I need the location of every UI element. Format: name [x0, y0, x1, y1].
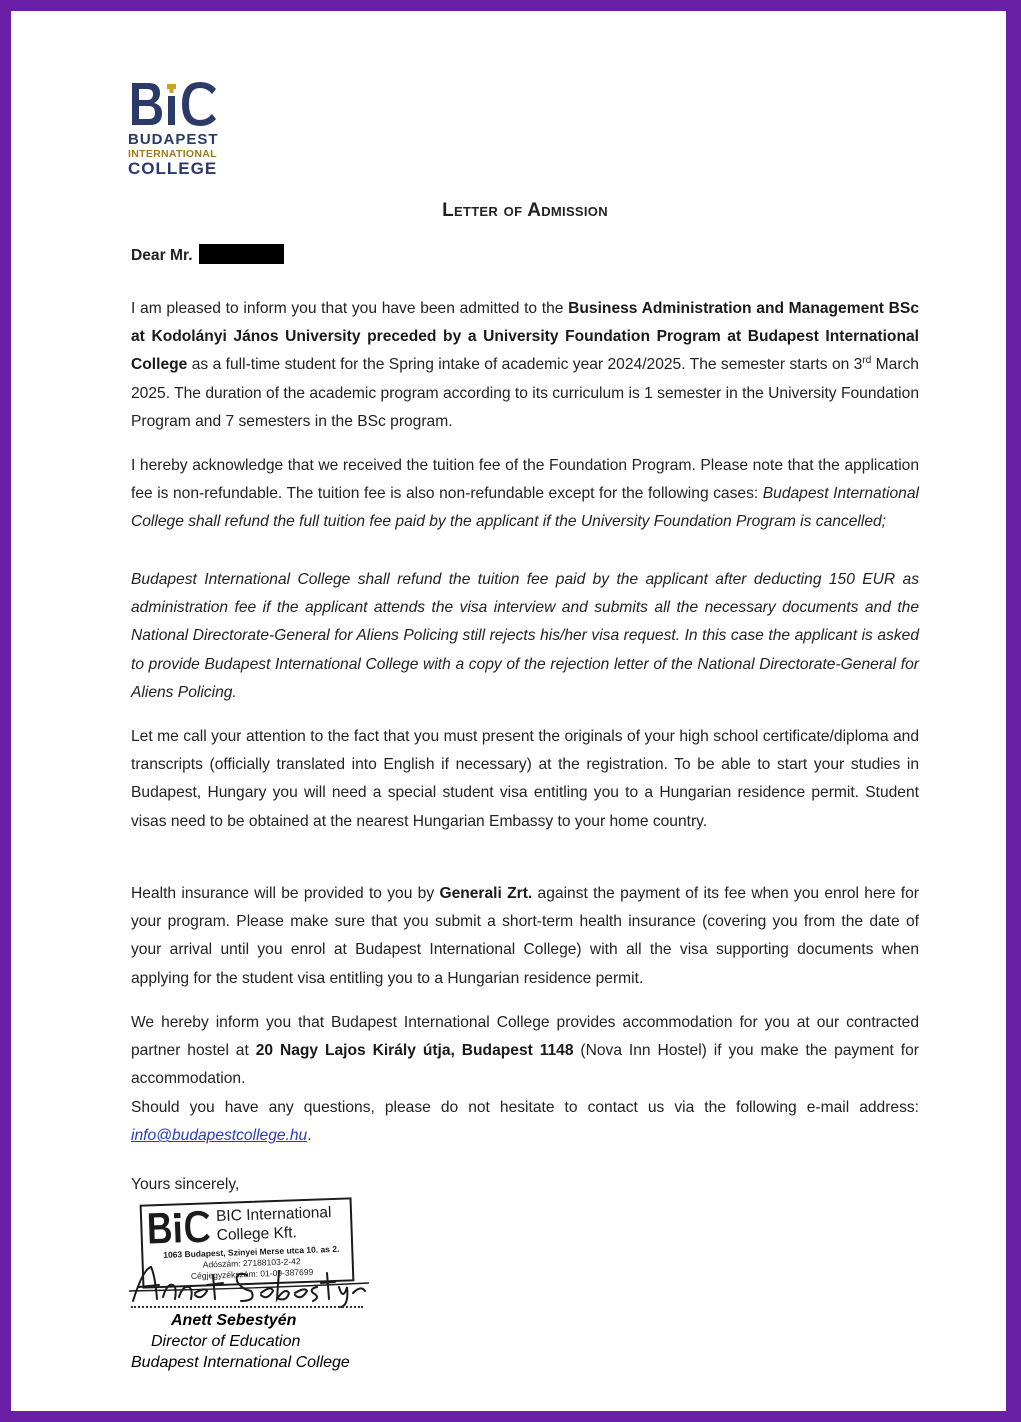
paragraph-contact	[131, 1094, 919, 1150]
letter-title: Letter of Admission	[442, 200, 608, 221]
p5-insurer: Generali Zrt.	[439, 885, 533, 902]
logo-line-budapest: BUDAPEST	[128, 131, 219, 148]
signatory-name: Anett Sebestyén	[171, 1312, 297, 1329]
p4-text: Let me call your attention to the fact that you must present the originals of your high school certificate/diploma and transcripts (officially translated into English if necessary) at the registration. To be able to start your studies in Budapest, Hungary you will need a special student visa entitling you to a Hungarian residence permit. Student visas need to be obtained at the nearest Hungarian Embassy to your home country.	[131, 728, 919, 830]
stamp-registration-number: Cégjegyzékszám: 01-09-387699	[190, 1266, 314, 1281]
p1-text-1: I am pleased to inform you that you have been admitted to the	[131, 300, 569, 317]
salutation-text: Dear Mr.	[131, 247, 193, 264]
p6-text-2: (Nova Inn Hostel) if you make the payment for accommodation.	[131, 1042, 919, 1088]
paragraph-refund-case-2	[131, 566, 919, 707]
closing: Yours sincerely,	[131, 1176, 240, 1193]
signatory-organization: Budapest International College	[131, 1354, 350, 1371]
stamp-company-name: BIC International College Kft.	[215, 1204, 332, 1245]
p3-text: Budapest International College shall refund the tuition fee paid by the applicant after deducting 150 EUR as administration fee if the applicant attends the visa interview and submits all the necessary documents and the National Directorate-General for Aliens Policing still rejects his/her visa request. In this case the applicant is asked to provide Budapest International College with a copy of the rejection letter of the National Directorate-General for Aliens Policing.	[131, 571, 919, 701]
logo-line-college: COLLEGE	[128, 159, 218, 178]
p6-text-1: We hereby inform you that Budapest International College provides accommodation for you at our contracted partner hostel at	[131, 1014, 919, 1060]
handwritten-signature	[129, 1261, 369, 1309]
paragraph-insurance	[131, 880, 919, 993]
paragraph-documents	[131, 723, 919, 836]
p5-text-2: against the payment of its fee when you enrol here for your program. Please make sure that you submit a short-term health insurance (covering you from the date of your arrival until you enrol at Budapest International College) with all the visa supporting documents when applying for the student visa entitling you to a Hungarian residence permit.	[131, 885, 919, 987]
p2-refund-case-1: Budapest International College shall refund the full tuition fee paid by the applicant if the University Foundation Program is cancelled;	[131, 485, 919, 531]
p6-address: 20 Nagy Lajos Király útja, Budapest 1148	[255, 1042, 574, 1060]
paragraph-tuition	[131, 452, 919, 537]
p1-program-name: Business Administration and Management BSc at Kodolányi János University preceded by a University Foundation Program at Budapest International College	[131, 300, 920, 374]
stamp-tax-number: Adószám: 27188103-2-42	[202, 1256, 301, 1270]
letter-sheet	[11, 11, 1006, 1411]
paragraph-accommodation	[131, 1009, 919, 1094]
p7-text-2: .	[307, 1127, 312, 1145]
signature-line	[131, 1306, 363, 1308]
logo-line-international: INTERNATIONAL	[128, 148, 217, 160]
salutation	[131, 243, 284, 269]
college-logo	[128, 79, 238, 177]
p1-text-3: March 2025. The duration of the academic program according to its curriculum is 1 semester in the University Foundation Program and 7 semesters in the BSc program.	[131, 356, 919, 430]
redacted-name	[199, 244, 284, 264]
p2-text-1: I hereby acknowledge that we received the tuition fee of the Foundation Program. Please note that the application fee is non-refundable. The tuition fee is also non-refundable except for the following cases:	[131, 457, 919, 503]
stamp-address: 1063 Budapest, Szinyei Merse utca 10. as 2.	[163, 1243, 340, 1260]
signatory-role: Director of Education	[151, 1333, 301, 1350]
p1-text-2: as a full-time student for the Spring intake of academic year 2024/2025. The semester starts on 3	[187, 356, 863, 374]
email-link[interactable]: info@budapestcollege.hu	[131, 1127, 308, 1145]
p5-text-1: Health insurance will be provided to you by	[131, 885, 440, 902]
stamp-logo-mark	[146, 1208, 213, 1246]
p1-ordinal: rd	[862, 355, 872, 367]
paragraph-admission	[131, 295, 919, 436]
p7-text-1: Should you have any questions, please do not hesitate to contact us via the following e-mail address:	[131, 1099, 919, 1116]
bic-logo-mark	[128, 79, 220, 129]
